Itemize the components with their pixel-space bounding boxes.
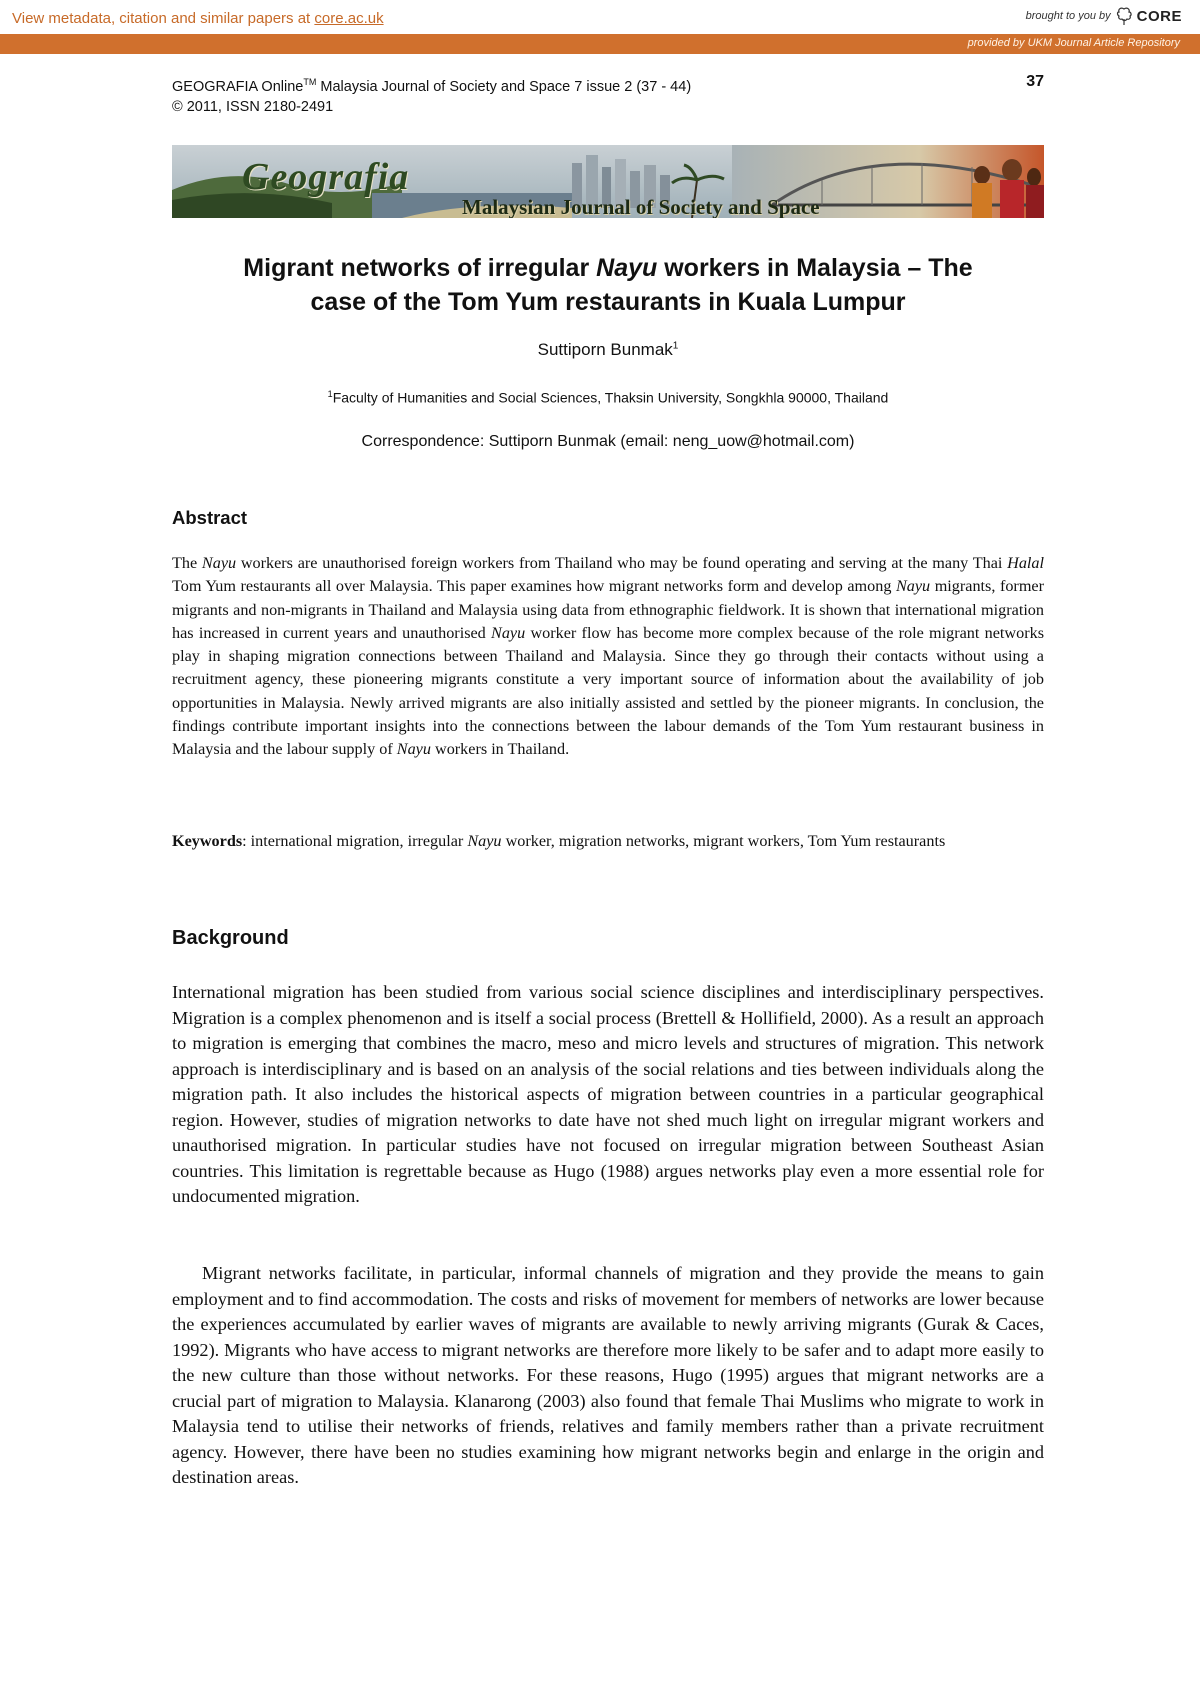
abstract-heading: Abstract [172,507,248,528]
keywords-label: Keywords [172,832,243,850]
paper-title-line1: Migrant networks of irregular Nayu workers in Malaysia – The [243,254,973,282]
author-affiliation: $^1$Faculty of Humanities and Social Sciences, Thaksin University, Songkhla 90000, Thailand [327,389,889,406]
journal-banner [172,145,1044,218]
background-heading: Background [172,927,289,949]
banner-subtitle: Malaysian Journal of Society and Space [462,195,820,218]
page-number: 37 [1026,73,1044,90]
paper-title [172,251,1044,319]
background-paragraph-2: Migrant networks facilitate, in particular, informal channels of migration and they provide the means to gain employment and to find accommodation. The costs and risks of movement for members of networks are lower because the experiences accumulated by earlier waves of migrants are available to newly arriving migrants (Gurak & Caces, 1992). Migrants who have access to migrant networks are therefore more likely to be safer and to adapt more easily to the new culture than those without networks. For these reasons, Hugo (1995) argues that migrant networks are a crucial part of migration to Malaysia. Klanarong (2003) also found that female Thai Muslims who migrate to work in Malaysia tend to utilise their networks of friends, relatives and family members rather than a private recruitment agency. However, there have been no studies examining how migrant networks begin and enlarge in the origin and destination areas. [172,1263,1044,1487]
core-logo-icon [1115,6,1133,26]
background-paragraph-1: International migration has been studied from various social science disciplines and interdisciplinary perspectives. Migration is a complex phenomenon and is itself a social process (Brettell & Hollifield, 2000). As a result an approach to migration is emerging that combines the macro, meso and micro levels and structures of migration. This network approach is interdisciplinary and is based on an analysis of the social relations and ties between individuals along the migration path. It also includes the historical aspects of migration between countries in a particular geographical region. However, studies of migration networks to date have not shed much light on irregular migrant workers and unauthorised migration. In particular studies have not focused on irregular migration between Southeast Asian countries. This limitation is regrettable because as Hugo (1988) argues networks play even a more essential role for undocumented migration. [172,982,1044,1206]
core-metadata-link[interactable]: View metadata, citation and similar papers at core.ac.uk [12,10,384,27]
abstract-text: The Nayu workers are unauthorised foreign workers from Thailand who may be found operating and serving at the many Thai Halal Tom Yum restaurants all over Malaysia. This paper examines how migrant networks form and develop among Nayu migrants, former migrants and non-migrants in Thailand and Malaysia using data from ethnographic fieldwork. It is shown that international migration has increased in current years and unauthorised Nayu worker flow has become more complex because of the role migrant networks play in shaping migration connections between Thailand and Malaysia. Since they go through their contacts without using a recruitment agency, these pioneering migrants constitute a very important source of information about the availability of job opportunities in Malaysia. Newly arrived migrants are also initially assisted and settled by the pioneer migrants. In conclusion, the findings contribute important insights into the connections between the labour demands of the Tom Yum restaurant business in Malaysia and the labour supply of Nayu workers in Thailand. [172,554,1044,759]
journal-copyright-line: © 2011, ISSN 2180-2491 [172,98,334,115]
journal-citation-line: GEOGRAFIA Online™ Malaysia Journal of Society and Space 7 issue 2 (37 - 44) [172,77,692,95]
brought-by-text: brought to you by [1025,10,1111,22]
paper-title-line2: case of the Tom Yum restaurants in Kuala Lumpur [310,288,906,316]
author-name: Suttiporn Bunmak$^1$ [537,340,679,359]
keywords-paragraph: Keywords: international migration, irregular Nayu worker, migration networks, migrant workers, Tom Yum restaurants [172,832,946,850]
core-provider-bar [0,34,1200,54]
journal-header [172,72,1044,117]
core-brand-name: CORE [1136,7,1182,25]
correspondence-line: Correspondence: Suttiporn Bunmak (email: neng_uow@hotmail.com) [361,433,855,450]
core-brand[interactable] [1026,6,1182,26]
banner-logo-text: Geografia [242,156,410,198]
provided-by-text[interactable]: provided by UKM Journal Article Repository [967,37,1180,49]
core-url-link[interactable]: core.ac.uk [314,10,384,27]
core-header [0,0,1200,34]
